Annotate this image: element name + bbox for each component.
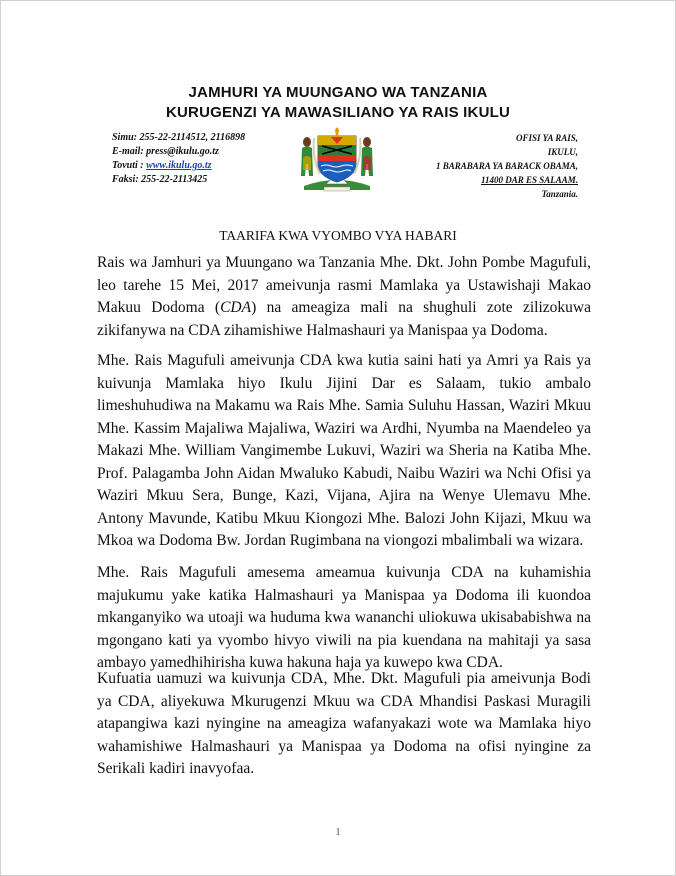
- website-label: Tovuti :: [112, 160, 147, 171]
- address-block: [436, 131, 578, 201]
- press-release-title: TAARIFA KWA VYOMBO VYA HABARI: [219, 228, 457, 243]
- contact-email: E-mail: press@ikulu.go.tz: [112, 146, 219, 157]
- paragraph-2: Mhe. Rais Magufuli ameivunja CDA kwa kutia saini hati ya Amri ya Rais ya kuivunja Mamlaka hiyo Ikulu Jijini Dar es Salaam, tukio ambalo limeshuhudiwa na Makamu wa Rais Mhe. Samia Suluhu Hassan, Waziri Mkuu Mhe. Kassim Majaliwa Majaliwa, Waziri wa Ardhi, Nyumba na Maendeleo ya Makazi Mhe. William Vangimembe Lukuvi, Waziri wa Sheria na Katiba Mhe. Prof. Palagamba John Aidan Mwaluko Kabudi, Naibu Waziri wa Nchi Ofisi ya Waziri Mkuu Sera, Bunge, Kazi, Vijana, Ajira na Wenye Ulemavu Mhe. Antony Mavunde, Katibu Mkuu Kiongozi Mhe. Balozi John Kijazi, Mkuu wa Mkoa wa Dodoma Bw. Jordan Rugimbana na viongozi mbalimbali wa wizara.: [97, 352, 591, 549]
- address-line-ikulu: IKULU,: [547, 147, 578, 157]
- contact-phone: Simu: 255-22-2114512, 2116898: [112, 132, 246, 143]
- tanzania-coat-of-arms-icon: [296, 124, 378, 194]
- contact-block: [112, 131, 245, 187]
- address-line-street: 1 BARABARA YA BARACK OBAMA,: [436, 161, 578, 171]
- paragraph-1-abbr: CDA: [220, 299, 252, 316]
- address-line-city: 11400 DAR ES SALAAM.: [480, 175, 578, 185]
- page-number: 1: [335, 826, 341, 838]
- paragraph-1-text-b: ) na ameagiza mali na shughuli zote zilizokuwa zikifanywa na CDA zihamishiwe Halmashauri ya Manispaa ya Dodoma.: [97, 299, 591, 339]
- paragraph-3: Mhe. Rais Magufuli amesema ameamua kuivunja CDA na kuhamishia majukumu yake katika Halmashauri ya Manispaa ya Dodoma ili kuondoa mkanganyiko wa utoaji wa huduma kwa wananchi uliokuwa ukisababishwa na mgongano kati ya vyombo hivyo viwili na pia kuendana na mahitaji ya sasa ambayo yamedhihirisha kuwa hakuna haja ya kuwepo kwa CDA.: [97, 564, 591, 671]
- header-country: JAMHURI YA MUUNGANO WA TANZANIA: [188, 84, 488, 101]
- paragraph-4: Kufuatia uamuzi wa kuivunja CDA, Mhe. Dkt. Magufuli pia ameivunja Bodi ya CDA, aliyekuwa Mkurugenzi Mkuu wa CDA Mhandisi Paskasi Muragili atapangiwa kazi nyingine na ameagiza wafanyakazi wote wa Mamlaka hiyo wahamishiwe Halmashauri ya Manispaa ya Dodoma na ofisi nyingine za Serikali kadiri inavyofaa.: [97, 670, 591, 777]
- paragraph-1-text-a: Rais wa Jamhuri ya Muungano wa Tanzania Mhe. Dkt. John Pombe Magufuli, leo tarehe 15 Mei, 2017 ameivunja rasmi Mamlaka ya Ustawishaji Makao Makuu Dodoma (: [97, 254, 591, 316]
- address-line-office: OFISI YA RAIS,: [516, 133, 578, 143]
- contact-fax: Faksi: 255-22-2113425: [112, 174, 208, 185]
- header-directorate: KURUGENZI YA MAWASILIANO YA RAIS IKULU: [165, 104, 511, 121]
- paragraph-1: [97, 252, 591, 342]
- website-link[interactable]: www.ikulu.go.tz: [146, 160, 212, 171]
- address-line-country: Tanzania.: [541, 189, 578, 199]
- contact-website: [112, 159, 245, 173]
